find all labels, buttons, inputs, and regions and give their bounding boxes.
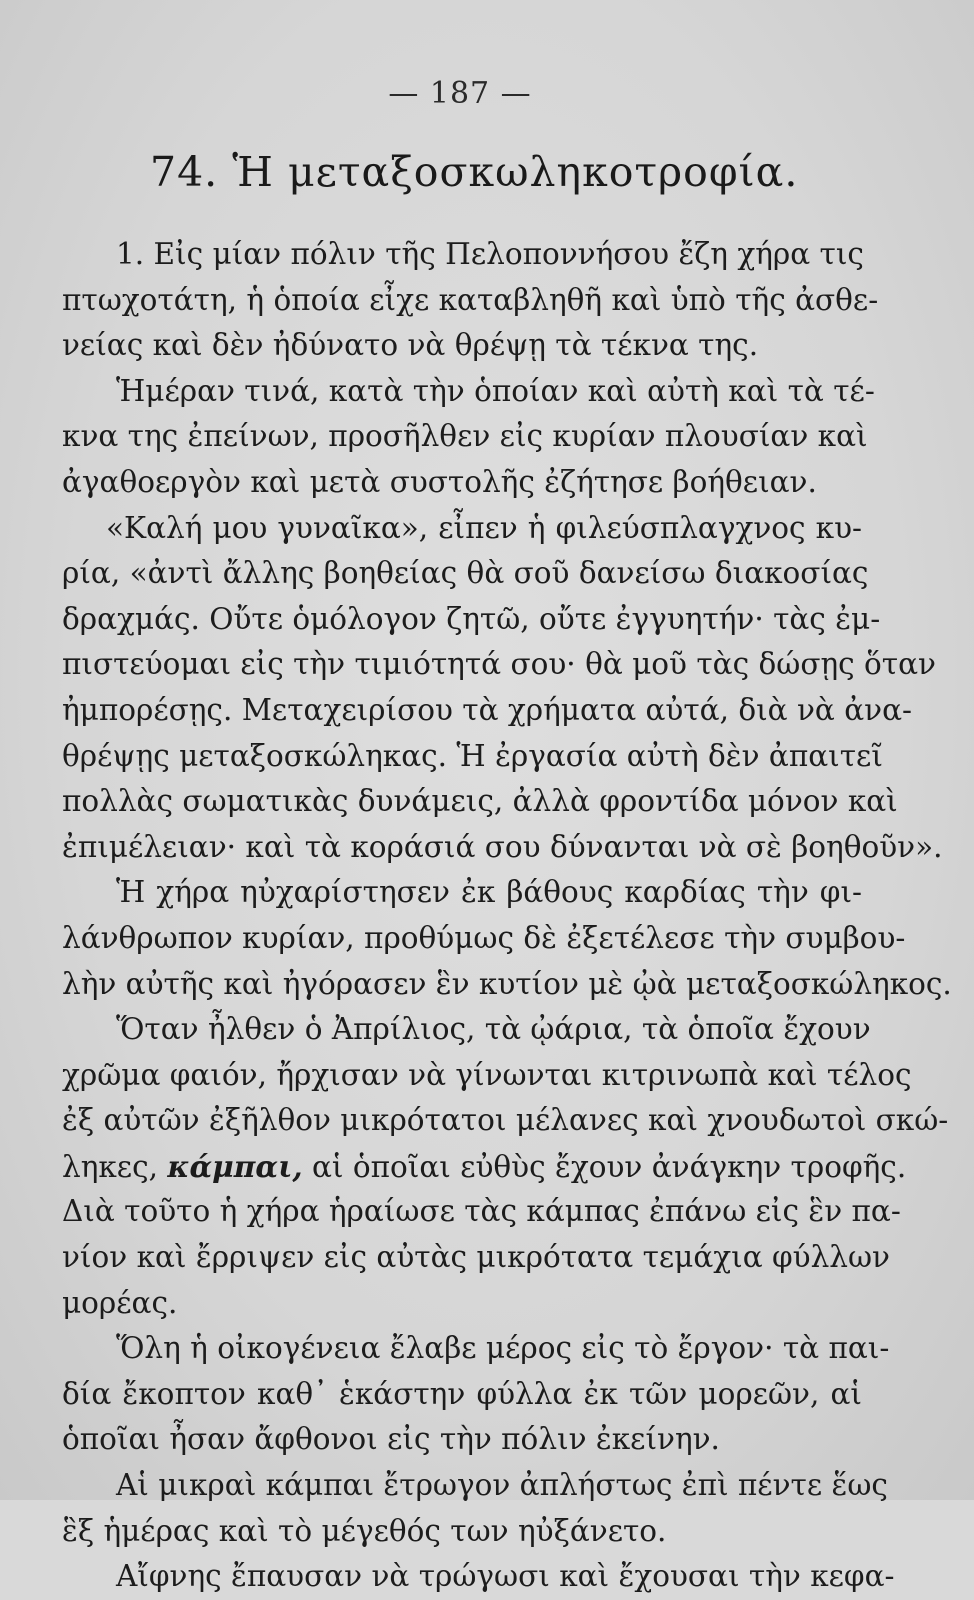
text-line: λὴν αὐτῆς καὶ ἠγόρασεν ἓν κυτίον μὲ ᾠὰ μεταξοσκώληκος. [62, 966, 952, 1001]
text-line: δία ἔκοπτον καθ᾿ ἑκάστην φύλλα ἐκ τῶν μορεῶν, αἱ [62, 1376, 862, 1411]
emphasized-term: κάμπαι, [167, 1148, 303, 1184]
text-line: Ἡμέραν τινά, κατὰ τὴν ὁποίαν καὶ αὐτὴ καὶ τὰ τέ- [116, 373, 875, 408]
text-line: κνα της ἐπείνων, προσῆλθεν εἰς κυρίαν πλουσίαν καὶ [62, 419, 868, 454]
text-line: λάνθρωπον κυρίαν, προθύμως δὲ ἐξετέλεσε τὴν συμβου- [62, 920, 906, 955]
text-line: Αἱ μικραὶ κάμπαι ἔτρωγον ἀπλήστως ἐπὶ πέντε ἕως [116, 1468, 888, 1503]
text-line: νείας καὶ δὲν ἠδύνατο νὰ θρέψῃ τὰ τέκνα της. [62, 328, 759, 363]
text-line: 1. Εἰς μίαν πόλιν τῆς Πελοποννήσου ἔζη χήρα τις [116, 237, 864, 271]
text-line: «Καλή μου γυναῖκα», εἶπεν ἡ φιλεύσπλαγχνος κυ- [106, 510, 862, 545]
text-line: ἐξ αὐτῶν ἐξῆλθον μικρότατοι μέλανες καὶ χνουδωτοὶ σκώ- [62, 1103, 949, 1138]
text-line-segment: ληκες, [62, 1149, 168, 1184]
text-line: Αἴφνης ἔπαυσαν νὰ τρώγωσι καὶ ἔχουσαι τὴν κεφα- [116, 1559, 895, 1594]
text-line: Ἡ χήρα ηὐχαρίστησεν ἐκ βάθους καρδίας τὴν φι- [116, 875, 862, 910]
text-line: ὁποῖαι ἦσαν ἄφθονοι εἰς τὴν πόλιν ἐκείνην. [62, 1422, 720, 1457]
text-line: Ὅταν ἦλθεν ὁ Ἀπρίλιος, τὰ ᾠάρια, τὰ ὁποῖα ἔχουν [116, 1012, 871, 1047]
text-line: πτωχοτάτη, ἡ ὁποία εἶχε καταβληθῆ καὶ ὑπὸ τῆς ἀσθε- [62, 282, 879, 317]
text-line: νίον καὶ ἔρριψεν εἰς αὐτὰς μικρότατα τεμάχια φύλλων [62, 1240, 890, 1275]
text-line: ἀγαθοεργὸν καὶ μετὰ συστολῆς ἐζήτησε βοήθειαν. [62, 464, 817, 499]
page-number: — 187 — [388, 76, 532, 111]
text-line-segment: αἱ ὁποῖαι εὐθὺς ἔχουν ἀνάγκην τροφῆς. [302, 1149, 907, 1184]
text-line: ρία, «ἀντὶ ἄλλης βοηθείας θὰ σοῦ δανείσω διακοσίας [62, 556, 869, 591]
body-text [62, 232, 952, 1600]
text-line: χρῶμα φαιόν, ἤρχισαν νὰ γίνωνται κιτρινωπὰ καὶ τέλος [62, 1057, 912, 1092]
text-line: θρέψῃς μεταξοσκώληκας. Ἡ ἐργασία αὐτὴ δὲν ἀπαιτεῖ [62, 738, 883, 773]
text-line: ἐπιμέλειαν· καὶ τὰ κοράσιά σου δύνανται νὰ σὲ βοηθοῦν». [62, 829, 943, 864]
text-line [62, 1144, 907, 1190]
text-line: ἓξ ἡμέρας καὶ τὸ μέγεθός των ηὐξάνετο. [62, 1513, 667, 1548]
text-line: Ὅλη ἡ οἰκογένεια ἔλαβε μέρος εἰς τὸ ἔργον· τὰ παι- [116, 1331, 890, 1366]
text-line: ἠμπορέσῃς. Μεταχειρίσου τὰ χρήματα αὐτά, διὰ νὰ ἀνα- [62, 692, 912, 727]
text-line: πιστεύομαι εἰς τὴν τιμιότητά σου· θὰ μοῦ τὰς δώσῃς ὅταν [62, 647, 936, 682]
chapter-title: 74. Ἡ μεταξοσκωληκοτροφία. [150, 148, 799, 196]
text-line: δραχμάς. Οὔτε ὁμόλογον ζητῶ, οὔτε ἐγγυητήν· τὰς ἐμ- [62, 601, 881, 636]
text-line: πολλὰς σωματικὰς δυνάμεις, ἀλλὰ φροντίδα μόνον καὶ [62, 784, 898, 819]
text-line: Διὰ τοῦτο ἡ χήρα ἡραίωσε τὰς κάμπας ἐπάνω εἰς ἓν πα- [62, 1194, 901, 1229]
text-line: μορέας. [62, 1285, 178, 1320]
